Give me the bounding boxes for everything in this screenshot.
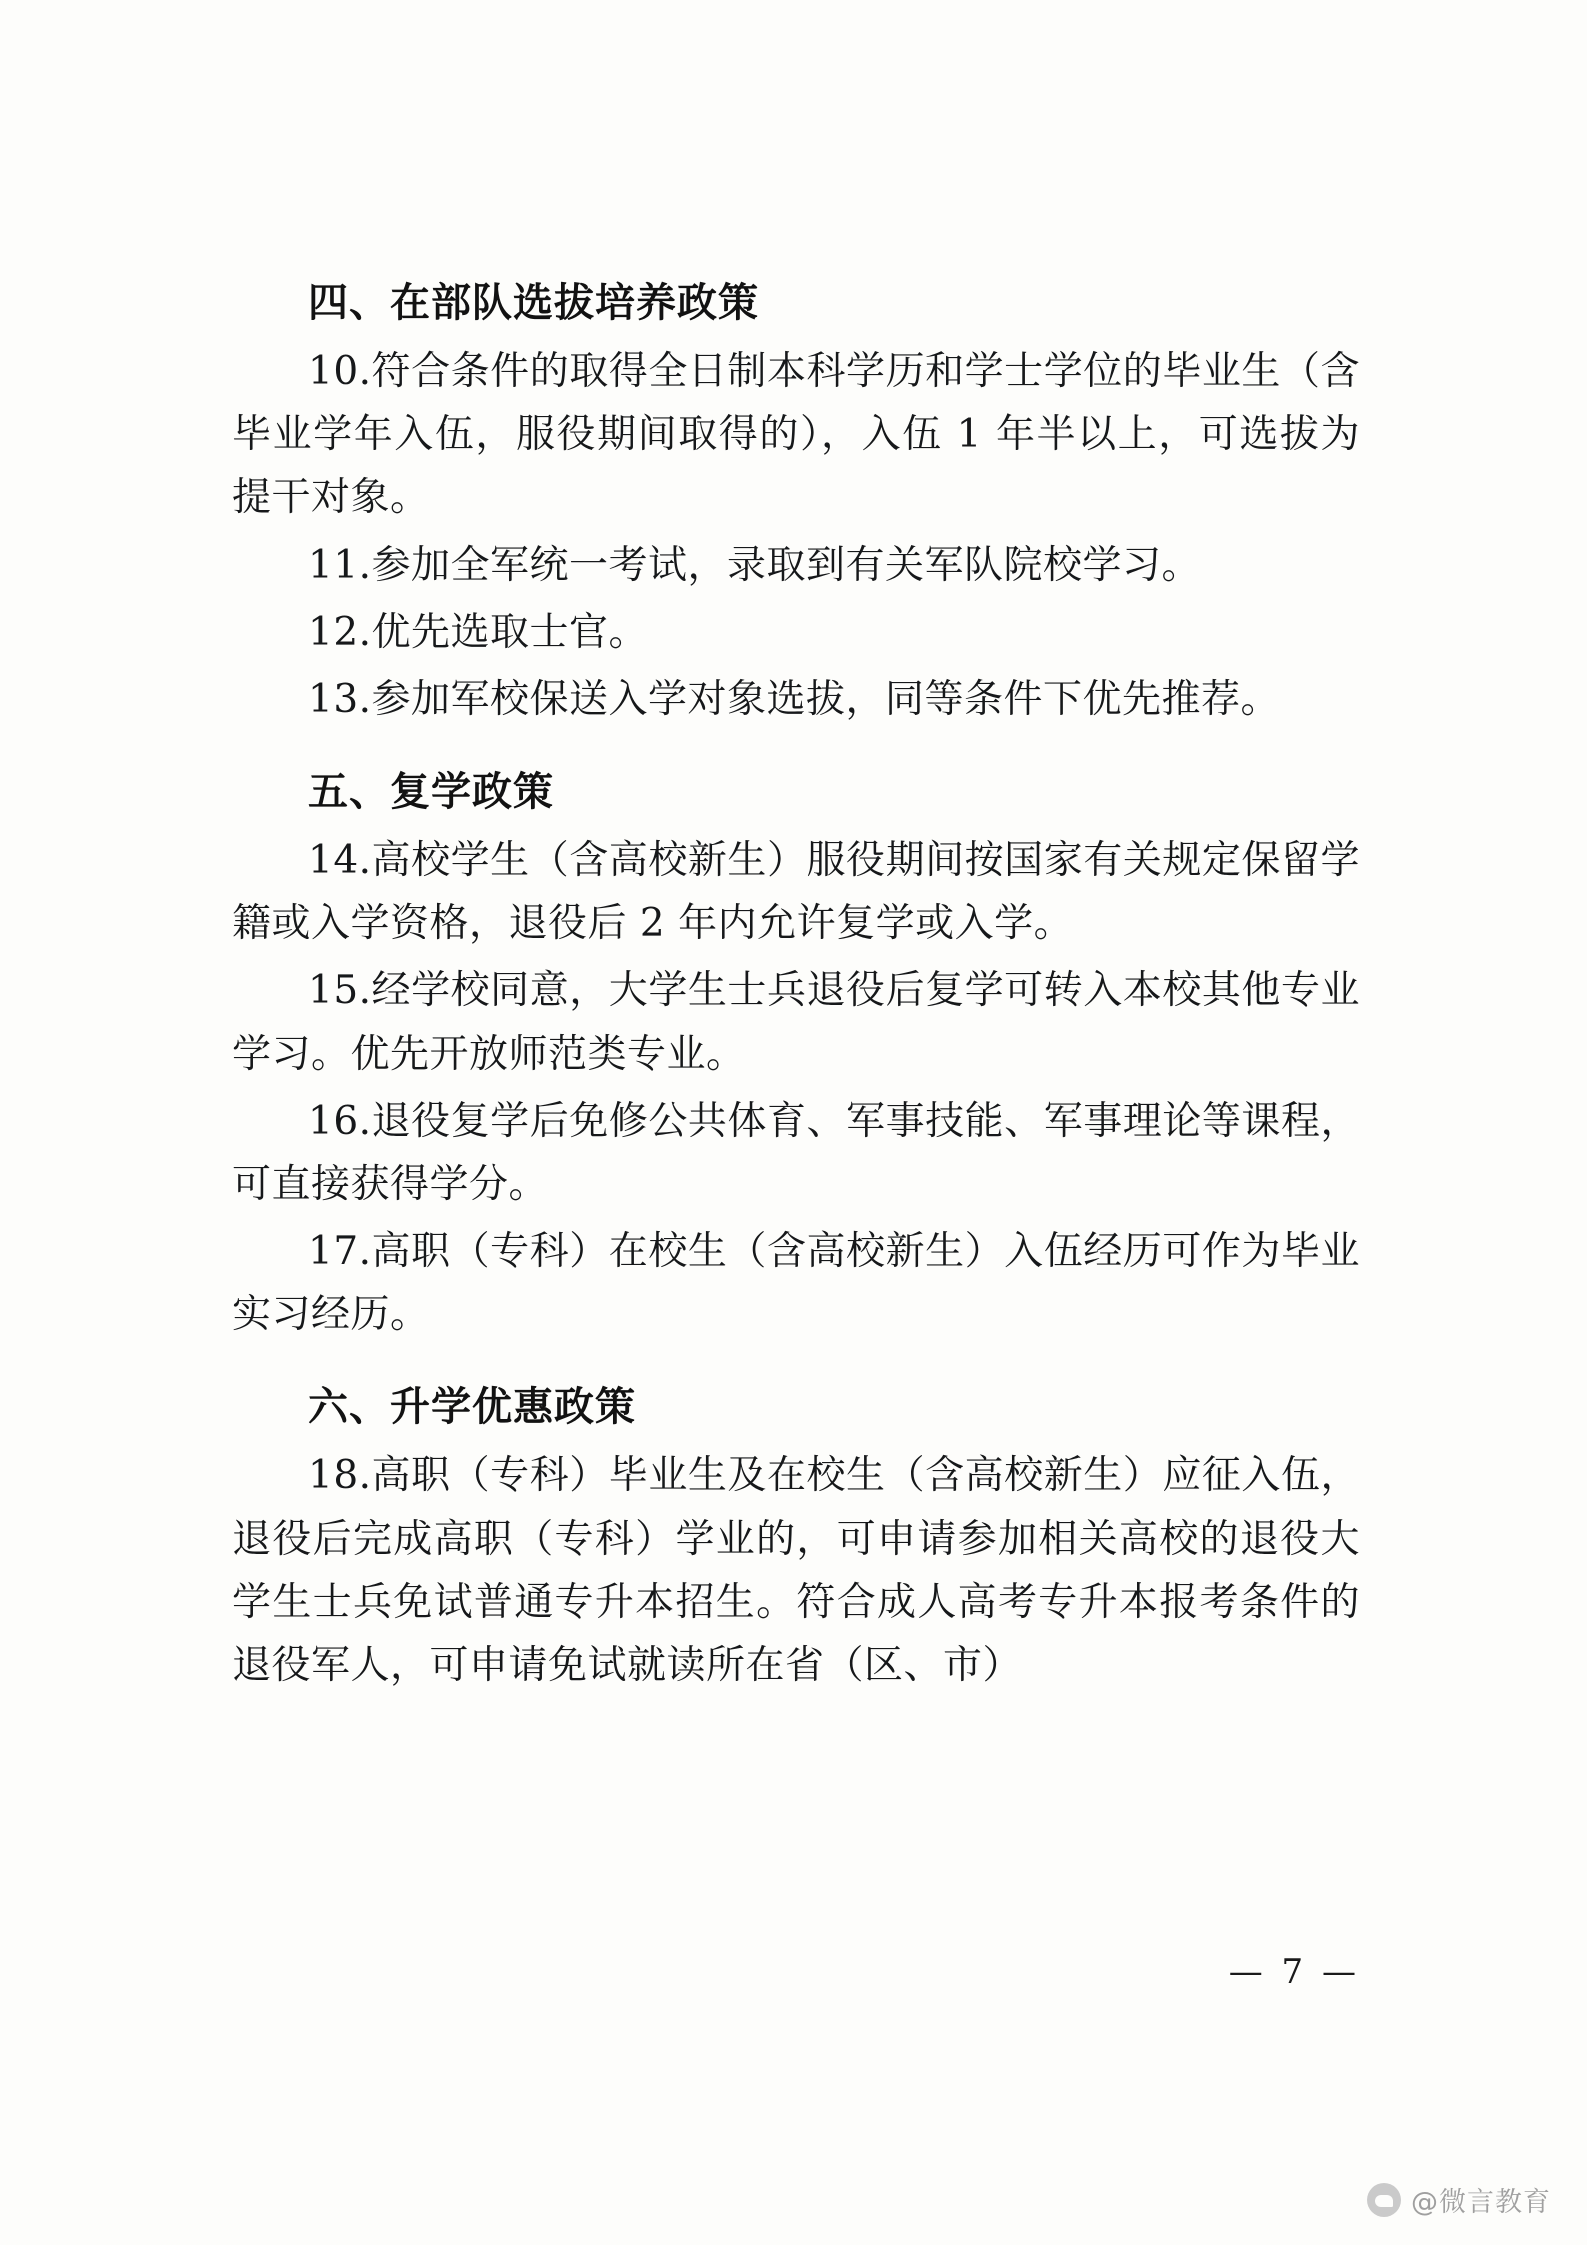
paragraph-10: 10.符合条件的取得全日制本科学历和学士学位的毕业生（含毕业学年入伍，服役期间取得的），入伍 1 年半以上，可选拔为提干对象。 — [232, 349, 1360, 521]
watermark-label: @微言教育 — [1411, 2187, 1551, 2218]
paragraph-12: 12.优先选取士官。 — [308, 609, 649, 655]
paragraph-13: 13.参加军校保送入学对象选拔，同等条件下优先推荐。 — [308, 676, 1281, 722]
paragraph-11: 11.参加全军统一考试，录取到有关军队院校学习。 — [308, 542, 1202, 588]
page-number: — 7 — — [1228, 1952, 1360, 1992]
section-heading-4: 四、在部队选拔培养政策 — [308, 280, 759, 326]
paragraph-15: 15.经学校同意，大学生士兵退役后复学可转入本校其他专业学习。优先开放师范类专业。 — [232, 968, 1360, 1077]
paragraph-18: 18.高职（专科）毕业生及在校生（含高校新生）应征入伍，退役后完成高职（专科）学业的，可申请参加相关高校的退役大学生士兵免试普通专升本招生。符合成人高考专升本报考条件的退役军人，可申请免试就读所在省（区、市） — [232, 1453, 1360, 1688]
watermark — [1367, 2180, 1551, 2219]
paragraph-16: 16.退役复学后免修公共体育、军事技能、军事理论等课程，可直接获得学分。 — [232, 1098, 1360, 1207]
section-heading-6: 六、升学优惠政策 — [308, 1384, 636, 1431]
weibo-icon — [1367, 2183, 1401, 2217]
paragraph-14: 14.高校学生（含高校新生）服役期间按国家有关规定保留学籍或入学资格，退役后 2 年内允许复学或入学。 — [232, 838, 1360, 947]
paragraph-17: 17.高职（专科）在校生（含高校新生）入伍经历可作为毕业实习经历。 — [232, 1229, 1360, 1338]
section-heading-5: 五、复学政策 — [308, 769, 554, 816]
document-body — [232, 272, 1360, 1701]
